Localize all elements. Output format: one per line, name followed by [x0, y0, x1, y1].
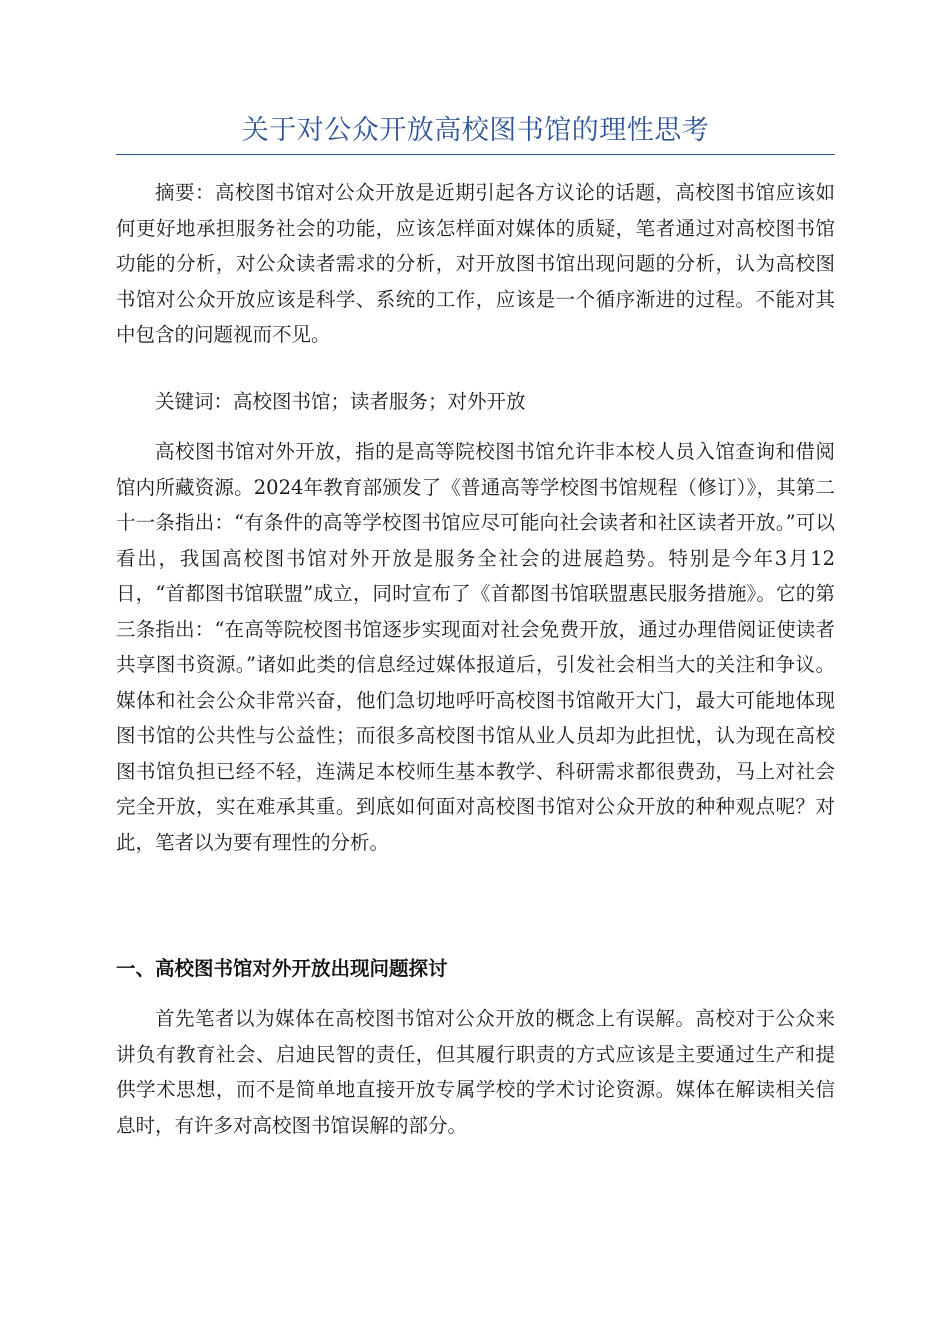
keywords-paragraph: 关键词：高校图书馆；读者服务；对外开放 [155, 390, 526, 413]
intro-paragraph: 高校图书馆对外开放，指的是高等院校图书馆允许非本校人员入馆查询和借阅馆内所藏资源。2024年教育部颁发了《普通高等学校图书馆规程（修订）》，其第二十一条指出：“有条件的高等学校图书馆应尽可能向社会读者和社区读者开放。”可以看出，我国高校图书馆对外开放是服务全社会的进展趋势。特别是今年3月12日，“首都图书馆联盟”成立，同时宣布了《首都图书馆联盟惠民服务措施》。它的第三条指出：“在高等院校图书馆逐步实现面对社会免费开放，通过办理借阅证使读者共享图书资源。”诸如此类的信息经过媒体报道后，引发社会相当大的关注和争议。媒体和社会公众非常兴奋，他们急切地呼吁高校图书馆敞开大门，最大可能地体现图书馆的公共性与公益性；而很多高校图书馆从业人员却为此担忧，认为现在高校图书馆负担已经不轻，连满足本校师生基本教学、科研需求都很费劲，马上对社会完全开放，实在难承其重。到底如何面对高校图书馆对公众开放的种种观点呢？对此，笔者以为要有理性的分析。 [116, 440, 835, 854]
section-1-heading-block [116, 951, 835, 987]
intro-block [116, 434, 835, 860]
keywords-block [116, 384, 835, 420]
title-underline [116, 154, 835, 155]
abstract-paragraph: 摘要：高校图书馆对公众开放是近期引起各方议论的话题，高校图书馆应该如何更好地承担服务社会的功能，应该怎样面对媒体的质疑，笔者通过对高校图书馆功能的分析，对公众读者需求的分析，对开放图书馆出现问题的分析，认为高校图书馆对公众开放应该是科学、系统的工作，应该是一个循序渐进的过程。不能对其中包含的问题视而不见。 [116, 181, 835, 346]
section-1-paragraph-block [116, 1001, 835, 1143]
section-1-paragraph-1: 首先笔者以为媒体在高校图书馆对公众开放的概念上有误解。高校对于公众来讲负有教育社会、启迪民智的责任，但其履行职责的方式应该是主要通过生产和提供学术思想，而不是简单地直接开放专属学校的学术讨论资源。媒体在解读相关信息时，有许多对高校图书馆误解的部分。 [116, 1007, 835, 1137]
document-title: 关于对公众开放高校图书馆的理性思考 [241, 115, 710, 146]
section-1-heading: 一、高校图书馆对外开放出现问题探讨 [116, 957, 448, 980]
abstract-block [116, 175, 835, 353]
